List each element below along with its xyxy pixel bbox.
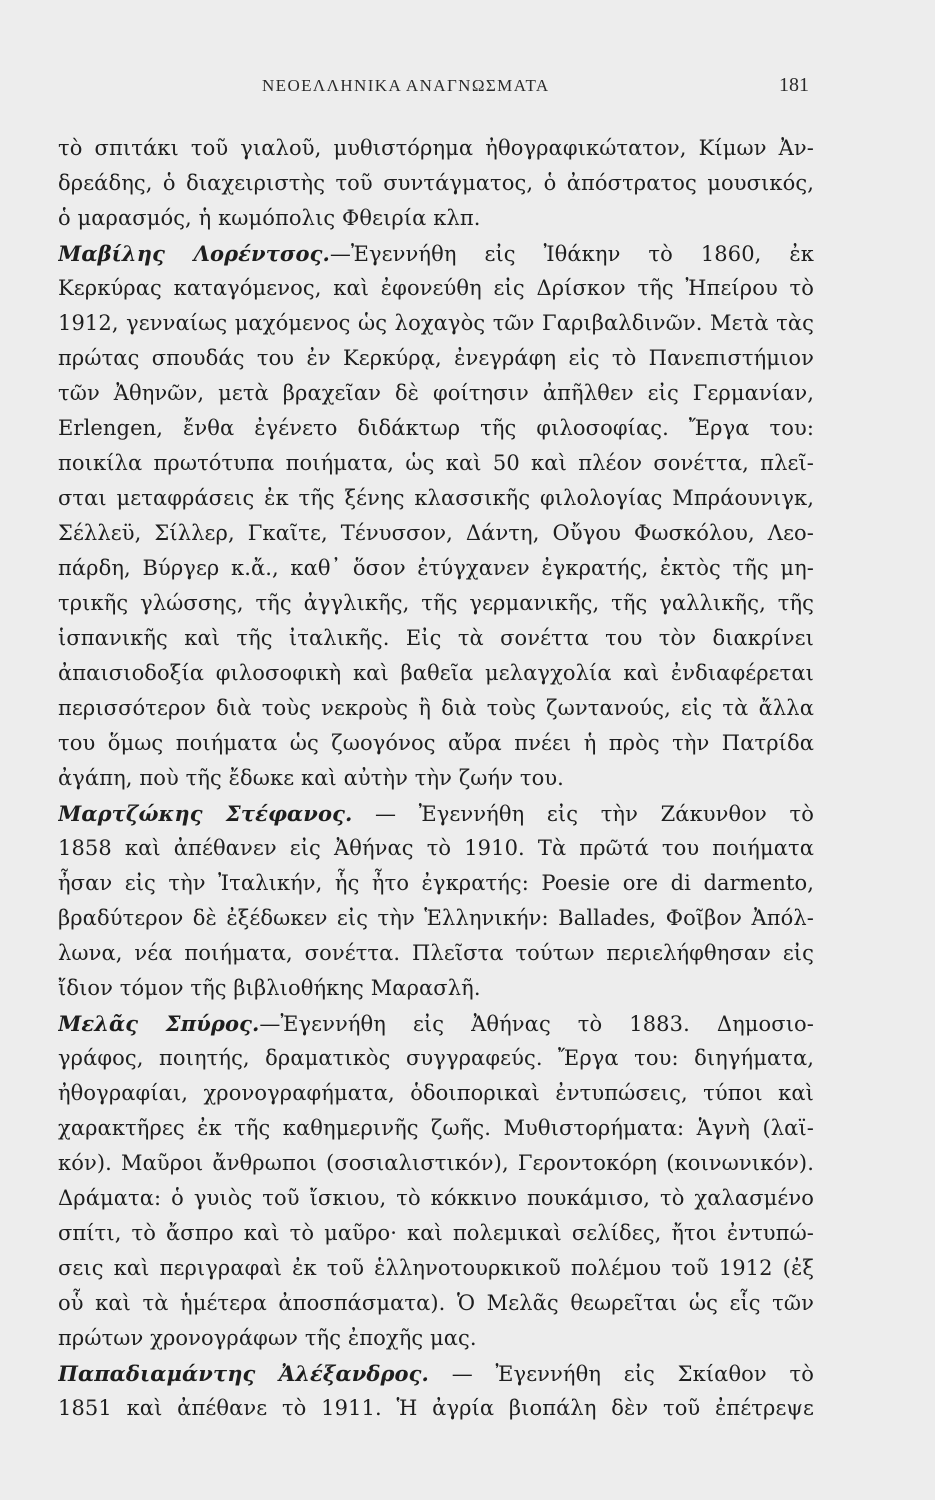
text-line [58, 201, 814, 236]
text-line [58, 306, 814, 341]
text-line [58, 1111, 814, 1146]
text-line [58, 446, 814, 481]
body-text [58, 131, 814, 1426]
line-text: πρώτας σπουδάς του ἐν Κερκύρᾳ, ἐνεγράφη εἰς τὸ Πανεπιστήμιον [58, 346, 814, 370]
page-header [0, 74, 935, 104]
text-line [58, 1006, 814, 1041]
line-text: ἠθογραφίαι, χρονογραφήματα, ὁδοιπορικαὶ ἐντυπώσεις, τύποι καὶ [58, 1081, 814, 1105]
line-text: ἀγάπη, ποὺ τῆς ἔδωκε καὶ αὐτὴν τὴν ζωήν του. [58, 766, 564, 790]
entry-name: Παπαδιαμάντης Ἀλέξανδρος. [58, 1361, 429, 1386]
text-line [58, 971, 814, 1006]
text-line [58, 166, 814, 201]
line-text: τρικῆς γλώσσης, τῆς ἀγγλικῆς, τῆς γερμανικῆς, τῆς γαλλικῆς, τῆς [58, 591, 814, 615]
text-line [58, 1146, 814, 1181]
text-line [58, 936, 814, 971]
text-line [58, 1391, 814, 1426]
text-line [58, 1251, 814, 1286]
line-text: Δράματα: ὁ γυιὸς τοῦ ἴσκιου, τὸ κόκκινο πουκάμισο, τὸ χαλασμένο [58, 1186, 814, 1210]
text-line [58, 1076, 814, 1111]
line-text: σται μεταφράσεις ἐκ τῆς ξένης κλασσικῆς φιλολογίας Μπράουνιγκ, [58, 486, 814, 510]
text-line [58, 761, 814, 796]
line-text: 1851 καὶ ἀπέθανε τὸ 1911. Ἡ ἀγρία βιοπάλη δὲν τοῦ ἐπέτρεψε [58, 1396, 814, 1420]
line-text: περισσότερον διὰ τοὺς νεκροὺς ἢ διὰ τοὺς ζωντανούς, εἰς τὰ ἄλλα [58, 696, 814, 720]
text-line [58, 236, 814, 271]
line-text: του ὅμως ποιήματα ὡς ζωογόνος αὔρα πνέει ἡ πρὸς τὴν Πατρίδα [58, 731, 814, 755]
text-line [58, 411, 814, 446]
text-line [58, 1181, 814, 1216]
text-line [58, 656, 814, 691]
entry-name: Μαρτζώκης Στέφανος. [58, 801, 353, 826]
line-text: κόν). Μαῦροι ἄνθρωποι (σοσιαλιστικόν), Γεροντοκόρη (κοινωνικόν). [58, 1151, 814, 1175]
line-text: λωνα, νέα ποιήματα, σονέττα. Πλεῖστα τούτων περιελήφθησαν εἰς [58, 941, 814, 965]
line-text: — Ἐγεννήθη εἰς τὴν Ζάκυνθον τὸ [352, 802, 814, 826]
line-text: ποικίλα πρωτότυπα ποιήματα, ὡς καὶ 50 καὶ πλέον σονέττα, πλεῖ- [58, 451, 814, 475]
text-line [58, 586, 814, 621]
text-line [58, 866, 814, 901]
text-line [58, 516, 814, 551]
text-line [58, 271, 814, 306]
entry-name: Μελᾶς Σπύρος. [58, 1011, 260, 1036]
text-line [58, 1321, 814, 1356]
text-line [58, 551, 814, 586]
line-text: δρεάδης, ὁ διαχειριστὴς τοῦ συντάγματος, ὁ ἀπόστρατος μουσικός, [58, 171, 814, 195]
text-line [58, 1216, 814, 1251]
line-text: —Ἐγεννήθη εἰς Ἰθάκην τὸ 1860, ἐκ [329, 242, 814, 266]
line-text: ἱσπανικῆς καὶ τῆς ἰταλικῆς. Εἰς τὰ σονέττα του τὸν διακρίνει [58, 626, 814, 650]
line-text: πρώτων χρονογράφων τῆς ἐποχῆς μας. [58, 1326, 477, 1350]
line-text: ἴδιον τόμον τῆς βιβλιοθήκης Μαρασλῆ. [58, 976, 481, 1000]
line-text: Σέλλεϋ, Σίλλερ, Γκαῖτε, Τένυσσον, Δάντη, Οὔγου Φωσκόλου, Λεο- [58, 521, 814, 545]
line-text: γράφος, ποιητής, δραματικὸς συγγραφεύς. Ἔργα του: διηγήματα, [58, 1046, 814, 1070]
text-line [58, 1041, 814, 1076]
text-line [58, 831, 814, 866]
running-title: ΝΕΟΕΛΛΗΝΙΚΑ ΑΝΑΓΝΩΣΜΑΤΑ [262, 76, 550, 95]
text-line [58, 621, 814, 656]
page-number: 181 [779, 74, 809, 96]
line-text: τὸ σπιτάκι τοῦ γιαλοῦ, μυθιστόρημα ἠθογραφικώτατον, Κίμων Ἀν- [58, 136, 814, 160]
line-text: ὁ μαρασμός, ἡ κωμόπολις Φθειρία κλπ. [58, 206, 481, 230]
line-text: —Ἐγεννήθη εἰς Ἀθήνας τὸ 1883. Δημοσιο- [259, 1012, 814, 1036]
line-text: πάρδη, Βύργερ κ.ἄ., καθ᾿ ὅσον ἐτύγχανεν ἐγκρατής, ἐκτὸς τῆς μη- [58, 556, 814, 580]
entry-name: Μαβίλης Λορέντσος. [58, 241, 330, 266]
text-line [58, 901, 814, 936]
line-text: σπίτι, τὸ ἄσπρο καὶ τὸ μαῦρο· καὶ πολεμικαὶ σελίδες, ἤτοι ἐντυπώ- [58, 1221, 814, 1245]
line-text: ἦσαν εἰς τὴν Ἰταλικήν, ἧς ἦτο ἐγκρατής: Poesie ore di darmento, [58, 871, 814, 895]
text-line [58, 481, 814, 516]
line-text: — Ἐγεννήθη εἰς Σκίαθον τὸ [428, 1362, 814, 1386]
line-text: σεις καὶ περιγραφαὶ ἐκ τοῦ ἑλληνοτουρκικοῦ πολέμου τοῦ 1912 (ἐξ [58, 1256, 814, 1280]
line-text: 1912, γενναίως μαχόμενος ὡς λοχαγὸς τῶν Γαριβαλδινῶν. Μετὰ τὰς [58, 311, 814, 335]
text-line [58, 691, 814, 726]
line-text: Κερκύρας καταγόμενος, καὶ ἐφονεύθη εἰς Δρίσκον τῆς Ἠπείρου τὸ [58, 276, 814, 300]
text-line [58, 341, 814, 376]
line-text: ἀπαισιοδοξία φιλοσοφικὴ καὶ βαθεῖα μελαγχολία καὶ ἐνδιαφέρεται [58, 661, 814, 685]
text-line [58, 131, 814, 166]
text-line [58, 1286, 814, 1321]
text-line [58, 1356, 814, 1391]
line-text: 1858 καὶ ἀπέθανεν εἰς Ἀθήνας τὸ 1910. Τὰ πρῶτά του ποιήματα [58, 836, 814, 860]
line-text: χαρακτῆρες ἐκ τῆς καθημερινῆς ζωῆς. Μυθιστορήματα: Ἁγνὴ (λαϊ- [58, 1116, 814, 1140]
text-line [58, 796, 814, 831]
text-line [58, 376, 814, 411]
line-text: τῶν Ἀθηνῶν, μετὰ βραχεῖαν δὲ φοίτησιν ἀπῆλθεν εἰς Γερμανίαν, [58, 381, 814, 405]
line-text: βραδύτερον δὲ ἐξέδωκεν εἰς τὴν Ἑλληνικήν: Ballades, Φοῖβον Ἀπόλ- [58, 906, 814, 930]
text-line [58, 726, 814, 761]
line-text: οὗ καὶ τὰ ἡμέτερα ἀποσπάσματα). Ὁ Μελᾶς θεωρεῖται ὡς εἷς τῶν [58, 1291, 814, 1315]
line-text: Erlengen, ἔνθα ἐγένετο διδάκτωρ τῆς φιλοσοφίας. Ἔργα του: [58, 416, 814, 440]
